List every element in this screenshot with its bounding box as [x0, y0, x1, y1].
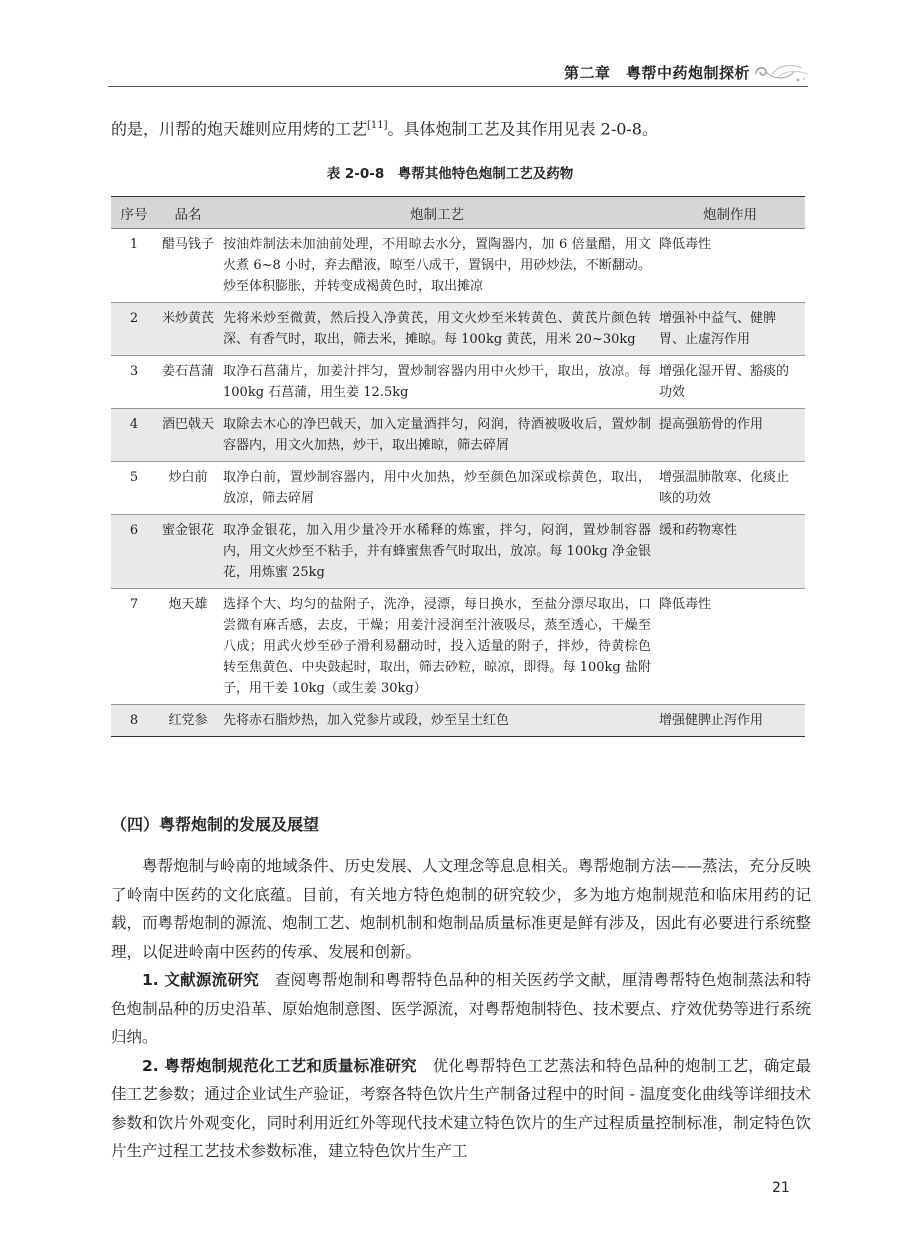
paragraph-standards-text: 优化粤帮特色工艺蒸法和特色品种的炮制工艺，确定最佳工艺参数；通过企业试生产验证，考察各特色饮片生产制备过程中的时间 - 温度变化曲线等详细技术参数和饮片外观变化，同时利用近红外等现代技术建立特色饮片的生产过程质量控制标准，制定特色饮片生产过程工艺技术参数标准，建立特色饮片生产工: [111, 1056, 811, 1160]
table-row: [111, 229, 805, 303]
section-heading: （四）粤帮炮制的发展及展望: [111, 815, 320, 834]
paragraph-literature-text: 查阅粤帮炮制和粤帮特色品种的相关医药学文献，厘清粤帮特色炮制蒸法和特色炮制品种的历史沿革、原始炮制意图、医学源流，对粤帮炮制特色、技术要点、疗效优势等进行系统归纳。: [111, 971, 811, 1046]
table-row: [111, 409, 805, 462]
table-row: [111, 589, 805, 705]
table-row: [111, 303, 805, 356]
header-process: 炮制工艺: [219, 197, 655, 229]
row-name: 炮天雄: [157, 589, 219, 705]
row-process: 先将米炒至微黄，然后投入净黄芪，用文火炒至米转黄色、黄芪片颜色转深、有香气时，取出，筛去米，摊晾。每 100kg 黄芪，用米 20~30kg: [219, 303, 655, 356]
header-effect: 炮制作用: [655, 197, 805, 229]
paragraph-standards: [111, 1052, 811, 1166]
swirl-ornament-icon: [750, 60, 810, 86]
row-effect: 增强健脾止泻作用: [655, 705, 805, 737]
page-number: 21: [772, 1180, 790, 1196]
row-process: 取净金银花，加入用少量冷开水稀释的炼蜜，拌匀，闷润，置炒制容器内，用文火炒至不粘手，并有蜂蜜焦香气时取出，放凉。每 100kg 净金银花，用炼蜜 25kg: [219, 515, 655, 589]
subheading-standards: 2. 粤帮炮制规范化工艺和质量标准研究: [142, 1056, 417, 1075]
row-no: 3: [111, 356, 157, 409]
table-row: [111, 705, 805, 737]
row-process: 选择个大、均匀的盐附子，洗净，浸漂，每日换水，至盐分漂尽取出，口尝微有麻舌感，去皮，干燥；用姜汁浸润至汁液吸尽，蒸至透心，干燥至八成；用武火炒至砂子滑利易翻动时，投入适量的附子，拌炒，待黄棕色转至焦黄色、中央鼓起时，取出，筛去砂粒，晾凉，即得。每 100kg 盐附子，用干姜 10kg（或生姜 30kg）: [219, 589, 655, 705]
running-header: [108, 58, 808, 87]
header-name: 品名: [157, 197, 219, 229]
row-no: 1: [111, 229, 157, 303]
row-no: 4: [111, 409, 157, 462]
row-effect: 降低毒性: [655, 229, 805, 303]
paragraph-literature: [111, 966, 811, 1052]
intro-tail: 。具体炮制工艺及其作用见表 2-0-8。: [387, 119, 658, 139]
row-name: 姜石菖蒲: [157, 356, 219, 409]
row-process: 按油炸制法未加油前处理，不用晾去水分，置陶器内，加 6 倍量醋，用文火煮 6~8 小时，弃去醋液，晾至八成干，置锅中，用砂炒法，不断翻动。炒至体积膨胀，并转变成褐黄色时，取出摊凉: [219, 229, 655, 303]
subheading-literature: 1. 文献源流研究: [142, 971, 260, 989]
body-text: [111, 852, 811, 1166]
row-no: 2: [111, 303, 157, 356]
intro-paragraph: [111, 112, 811, 143]
row-effect: 增强化湿开胃、豁痰的功效: [655, 356, 805, 409]
processing-table: [111, 196, 805, 737]
table-row: [111, 462, 805, 515]
chapter-title: 第二章 粤帮中药炮制探析: [563, 63, 750, 82]
row-name: 蜜金银花: [157, 515, 219, 589]
row-effect: 增强补中益气、健脾胃、止虚泻作用: [655, 303, 805, 356]
row-effect: 缓和药物寒性: [655, 515, 805, 589]
table-caption: 表 2-0-8 粤帮其他特色炮制工艺及药物: [326, 166, 574, 182]
row-process: 取除去木心的净巴戟天，加入定量酒拌匀，闷润，待酒被吸收后，置炒制容器内，用文火加热，炒干，取出摊晾，筛去碎屑: [219, 409, 655, 462]
row-effect: 提高强筋骨的作用: [655, 409, 805, 462]
row-name: 红党参: [157, 705, 219, 737]
row-no: 5: [111, 462, 157, 515]
table-row: [111, 356, 805, 409]
intro-text: 的是，川帮的炮天雄则应用烤的工艺: [111, 119, 368, 139]
row-process: 取净白前，置炒制容器内，用中火加热，炒至颜色加深或棕黄色，取出，放凉，筛去碎屑: [219, 462, 655, 515]
header-no: 序号: [111, 197, 157, 229]
table-header-row: [111, 197, 805, 229]
row-name: 酒巴戟天: [157, 409, 219, 462]
row-effect: 降低毒性: [655, 589, 805, 705]
row-no: 7: [111, 589, 157, 705]
row-no: 6: [111, 515, 157, 589]
row-name: 米炒黄芪: [157, 303, 219, 356]
citation-ref[interactable]: [11]: [367, 120, 388, 131]
row-process: 取净石菖蒲片，加姜汁拌匀，置炒制容器内用中火炒干，取出，放凉。每 100kg 石菖蒲，用生姜 12.5kg: [219, 356, 655, 409]
row-process: 先将赤石脂炒热，加入党参片或段，炒至呈土红色: [219, 705, 655, 737]
row-no: 8: [111, 705, 157, 737]
row-name: 醋马钱子: [157, 229, 219, 303]
paragraph-overview: 粤帮炮制与岭南的地域条件、历史发展、人文理念等息息相关。粤帮炮制方法——蒸法，充分反映了岭南中医药的文化底蕴。目前，有关地方特色炮制的研究较少，多为地方炮制规范和临床用药的记载，而粤帮炮制的源流、炮制工艺、炮制机制和炮制品质量标准更是鲜有涉及，因此有必要进行系统整理，以促进岭南中医药的传承、发展和创新。: [111, 857, 811, 961]
row-name: 炒白前: [157, 462, 219, 515]
table-row: [111, 515, 805, 589]
row-effect: 增强温肺散寒、化痰止咳的功效: [655, 462, 805, 515]
